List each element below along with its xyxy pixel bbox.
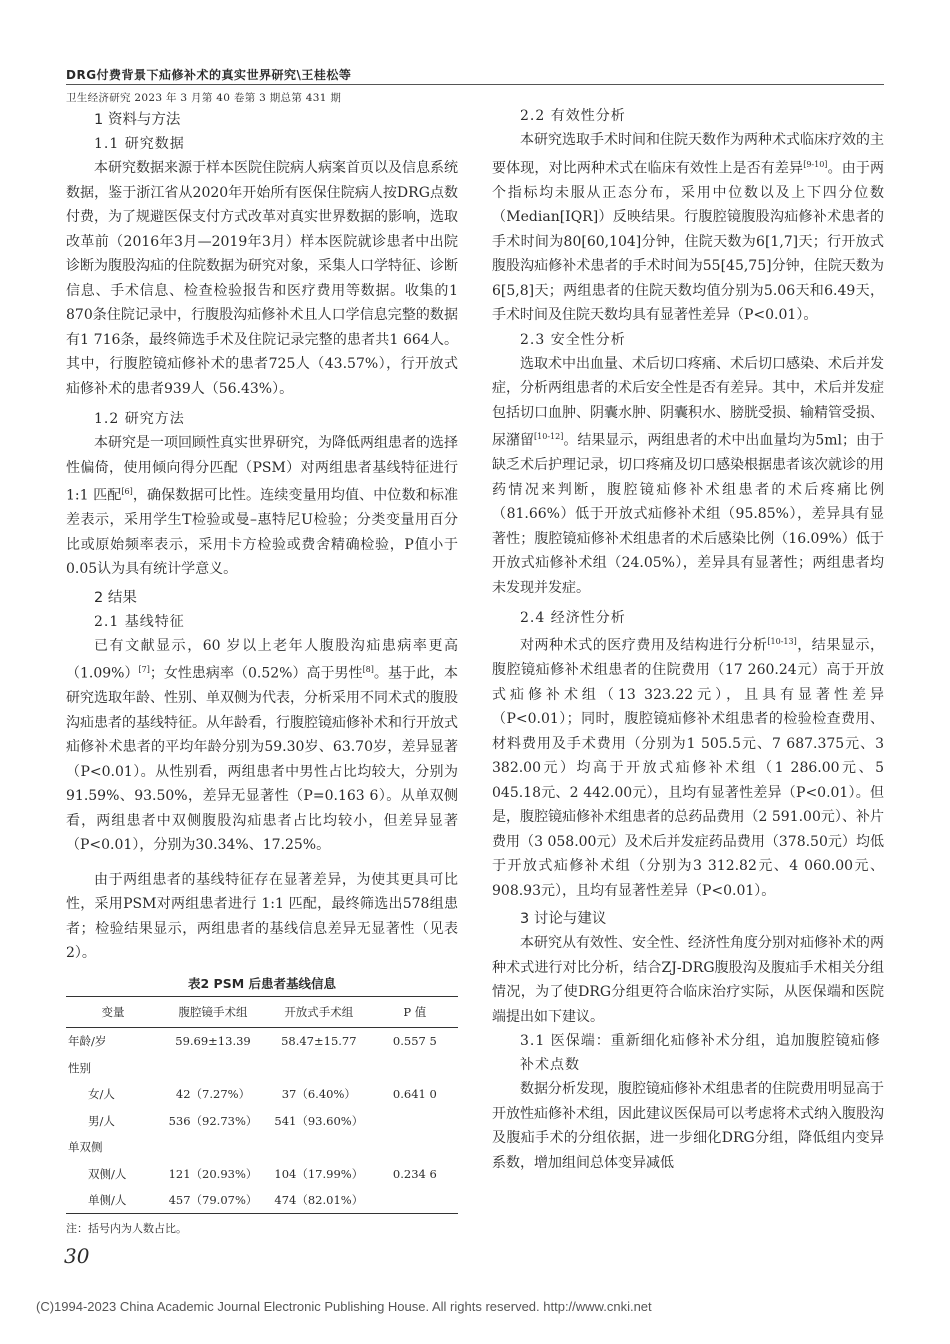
table-cell-a: 42（7.27%） [175,1087,251,1102]
table-row [66,1027,458,1054]
table-cell-p [372,1054,458,1081]
header-variable: 变量 [101,1004,125,1019]
header-rule [66,84,884,85]
right-column [492,104,884,1175]
table-cell-b: 37（6.40%） [281,1087,356,1102]
section-1-heading: 1 资料与方法 [94,112,181,128]
table-cell-a: 536（92.73%） [168,1113,258,1128]
table-cell-label: 双侧/人 [88,1166,127,1181]
citation: [6] [121,487,133,496]
section-1-2-heading: 1.2 研究方法 [94,411,185,427]
section-1-1-heading: 1.1 研究数据 [94,136,185,152]
citation: [10-12] [534,432,564,442]
baseline-table [66,996,458,1215]
citation: [9-10] [803,159,828,169]
table-cell-label: 年龄/岁 [68,1034,107,1049]
table-row [66,1187,458,1214]
left-column [66,104,458,1236]
table-cell-b: 541（93.60%） [274,1113,364,1128]
section-2-3-heading: 2.3 安全性分析 [520,331,626,348]
table-row [66,1054,458,1081]
table-cell-b: 104（17.99%） [274,1166,364,1181]
table-cell-b: 474（82.01%） [274,1193,364,1208]
table-cell-label: 男/人 [88,1113,115,1128]
section-2-1-heading: 2.1 基线特征 [94,613,185,630]
paragraph-safety: 选取术中出血量、术后切口疼痛、术后切口感染、术后并发症，分析两组患者的术后安全性是否有差异。其中，术后并发症包括切口血肿、阴囊水肿、阴囊积水、膀胱受损、输精管受损、尿潴留[10-12]。结果显示，两组患者的术中出血量均为5ml；由于缺乏术后护理记录，切口疼痛及切口感染根据患者该次就诊的用药情况来判断，腹腔镜疝修补术组患者的术后疼痛比例（81.66%）低于开放式疝修补术组（95.85%），差异具有显著性；腹腔镜疝修补术组患者的术后感染比例（16.09%）低于开放式疝修补术组（24.05%），差异具有显著性；两组患者均未发现并发症。 [492,355,885,596]
section-2-4-heading: 2.4 经济性分析 [520,610,626,627]
paragraph-discussion: 本研究从有效性、安全性、经济性角度分别对疝修补术的两种术式进行对比分析，结合ZJ-DRG腹股沟及腹疝手术相关分组情况，为了使DRG分组更符合临床治疗实际，从医保端和医院端提出如下建议。 [492,935,884,1025]
table-cell-b [266,1054,372,1081]
table-cell-label: 单双侧 [68,1140,103,1155]
table-cell-p [372,1107,458,1134]
table-cell-p [372,1134,458,1161]
copyright-footer: (C)1994-2023 China Academic Journal Electronic Publishing House. All rights reserved. http://www.cnki.net [36,1299,652,1314]
paragraph-baseline: 已有文献显示，60 岁以上老年人腹股沟疝患病率更高（1.09%）[7]；女性患病率（0.52%）高于男性[8]。基于此，本研究选取年龄、性别、单双侧为代表，分析采用不同术式的腹股沟疝患者的基线特征。从年龄看，行腹腔镜疝修补术和行开放式疝修补术患者的平均年龄分别为59.30岁、63.70岁，差异显著（P<0.01）。从性别看，两组患者中男性占比均较大，分别为91.59%、93.50%，差异无显著性（P=0.163 6）。从单双侧看，两组患者中双侧腹股沟疝患者占比均较小，但差异显著（P<0.01），分别为30.34%、17.25%。 [66,637,458,854]
table-cell-b: 58.47±15.77 [281,1034,357,1049]
section-2-2-heading: 2.2 有效性分析 [520,108,626,124]
paragraph-psm: 由于两组患者的基线特征存在显著差异，为使其更具可比性，采用PSM对两组患者进行 1:1 匹配，最终筛选出578组患者；检验结果显示，两组患者的基线信息差异无显著性（见表2）。 [66,871,458,962]
table-cell-p: 0.557 5 [392,1034,437,1049]
paragraph-data-source: 本研究数据来源于样本医院住院病人病案首页以及信息系统数据，鉴于浙江省从2020年开始所有医保住院病人按DRG点数付费，为了规避医保支付方式改革对真实世界数据的影响，选取改革前（2016年3月—2019年3月）样本医院就诊患者中出院诊断为腹股沟疝的住院数据为研究对象，采集人口学特征、诊断信息、手术信息、检查检验报告和医疗费用等数据。收集的1 870条住院记录中，行腹股沟疝修补术且人口学信息完整的数据有1 716条，最终筛选手术及住院记录完整的患者共1 664人。其中，行腹腔镜疝修补术的患者725人（43.57%），行开放式疝修补术的患者939人（56.43%）。 [66,160,458,397]
citation: [10-13] [767,637,797,647]
table-cell-label: 性别 [68,1060,91,1075]
section-3-1-heading: 3.1 医保端：重新细化疝修补术分组，追加腹腔镜疝修补术点数 [520,1033,881,1074]
table-cell-a [160,1054,266,1081]
paragraph-effectiveness: 本研究选取手术时间和住院天数作为两种术式临床疗效的主要体现，对比两种术式在临床有效性上是否有差异[9-10]。由于两个指标均未服从正态分布，采用中位数以及上下四分位数（Median[IQR]）反映结果。行腹腔镜腹股沟疝修补术患者的手术时间为80[60,104]分钟，住院天数为6[1,7]天；行开放式腹股沟疝修补术患者的手术时间为55[45,75]分钟，住院天数为6[5,8]天；两组患者的住院天数均值分别为5.06天和6.49天，手术时间及住院天数均具有显著性差异（P<0.01）。 [492,132,885,324]
running-header-title: DRG付费背景下疝修补术的真实世界研究\王桂松等 [66,68,352,82]
header-p-value: P 值 [403,1004,427,1019]
citation: [7] [138,665,150,675]
table-cell-p [372,1187,458,1214]
citation: [8] [362,665,374,675]
journal-info: 卫生经济研究 2023 年 3 月第 40 卷第 3 期总第 431 期 [66,92,342,104]
table-header-row [66,996,458,1027]
table-note: 注：括号内为人数占比。 [66,1222,187,1236]
header-laparoscopic: 腹腔镜手术组 [178,1004,248,1019]
page-number: 30 [64,1244,90,1268]
table-cell-a: 121（20.93%） [168,1166,258,1181]
table-row [66,1107,458,1134]
table-cell-a: 457（79.07%） [168,1193,258,1208]
table-caption: 表2 PSM 后患者基线信息 [187,975,336,991]
header-open: 开放式手术组 [284,1004,354,1019]
table-cell-b [266,1134,372,1161]
table-cell-a: 59.69±13.39 [175,1034,251,1049]
table-cell-p: 0.641 0 [392,1087,437,1102]
section-2-heading: 2 结果 [94,589,137,606]
section-3-heading: 3 讨论与建议 [520,911,607,928]
table-cell-label: 单侧/人 [88,1193,127,1208]
table-row [66,1160,458,1187]
table-cell-a [160,1134,266,1161]
paragraph-methods: 本研究是一项回顾性真实世界研究，为降低两组患者的选择性偏倚，使用倾向得分匹配（PSM）对两组患者基线特征进行 1:1 匹配[6]，确保数据可比性。连续变量用均值、中位数和标准差表示，采用学生T检验或曼–惠特尼U检验；分类变量用百分比或原始频率表示，采用卡方检验或费舍精确检验，P值小于0.05认为具有统计学意义。 [66,435,458,578]
table-cell-p: 0.234 6 [392,1166,437,1181]
paragraph-economics: 对两种术式的医疗费用及结构进行分析[10-13]，结果显示，腹腔镜疝修补术组患者的住院费用（17 260.24元）高于开放式疝修补术组（13 323.22元），且具有显著性差异（P<0.01）；同时，腹腔镜疝修补术组患者的检验检查费用、材料费用及手术费用（分别为1 505.5元、7 687.375元、3 382.00元）均高于开放式疝修补术组（1 286.00元、5 045.18元、2 442.00元），且均有显著性差异（P<0.01）。但是，腹腔镜疝修补术组患者的总药品费用（2 591.00元）、补片费用（3 058.00元）及术后并发症药品费用（378.50元）均低于开放式疝修补术组（分别为3 312.82元、4 060.00元、908.93元），且均有显著性差异（P<0.01）。 [492,637,885,899]
table-row [66,1134,458,1161]
table-cell-label: 女/人 [88,1087,115,1102]
table-row [66,1081,458,1108]
paragraph-insurance: 数据分析发现，腹腔镜疝修补术组患者的住院费用明显高于开放性疝修补术组，因此建议医保局可以考虑将术式纳入腹股沟及腹疝手术的分组依据，进一步细化DRG分组，降低组内变异系数，增加组间总体变异减低 [492,1081,884,1171]
